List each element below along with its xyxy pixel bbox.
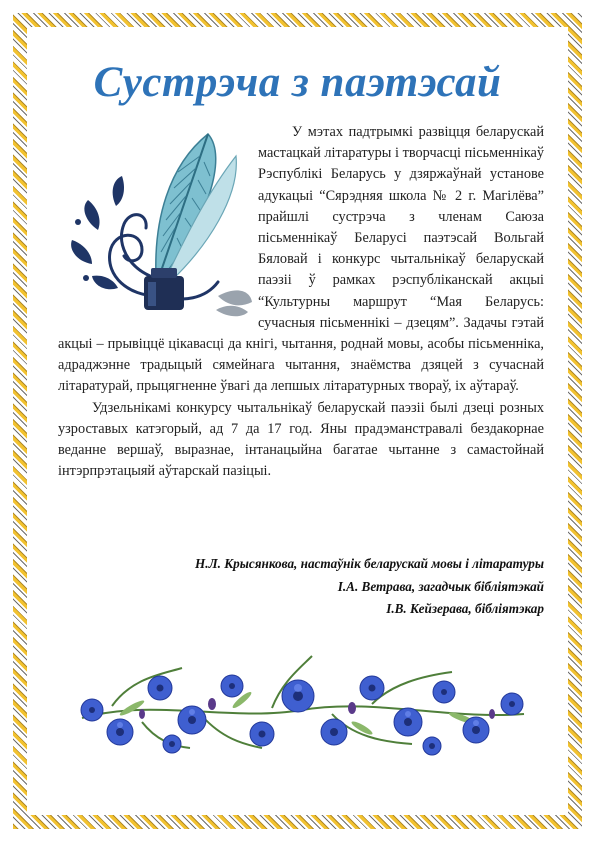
article-body — [58, 122, 544, 482]
article-paragraph: У мэтах падтрымкі развіцця беларускай мастацкай літаратуры і творчасці пісьменнікаў Рэспублікі Беларусь у дзяржаўнай установе адукацыі “Сярэдняя школа № 2 г. Магілёва” прайшлі сустрэча з членам Саюза пісьменнікаў Беларусі паэтэсай Вольгай Бяловай і конкурс чытальнікаў беларускай паэзіі ў рамках рэспубліканскай акцыі “Культурны маршрут “Мая Беларусь: сучасныя пісьменнікі – дзецям”. Задачы гэтай акцыі – прывіццё цікавасці да кнігі, чытання, роднай мовы, асобы пісьменніка, адраджэнне традыцый сямейнага чытання, знаёмства дзяцей з сучаснай літаратурай, прыцягненне ўвагі да лепшых літаратурных твораў, іх аўтараў. — [58, 124, 544, 395]
quill-inkwell-icon — [58, 126, 254, 322]
signature-line: Н.Л. Крысянкова, настаўнік беларускай мовы і літаратуры — [195, 556, 544, 571]
signature-block — [195, 553, 544, 621]
cornflower-garland — [72, 648, 532, 758]
page-title: Сустрэча з паэтэсай — [93, 59, 502, 106]
article-paragraph: Удзельнікамі конкурсу чытальнікаў беларускай паэзіі былі дзеці розных узроставых катэгорый, ад 7 да 17 год. Яны прадэманстравалі бездакорнае веданне вершаў, выразнае, інтанацыйна багатае чытанне з самастойнай інтэрпрэтацыяй аўтарскай пазіцыі. — [58, 399, 544, 480]
signature-line: І.А. Ветрава, загадчык бібліятэкай — [337, 578, 544, 594]
signature-line: І.В. Кейзерава, бібліятэкар — [386, 601, 544, 616]
